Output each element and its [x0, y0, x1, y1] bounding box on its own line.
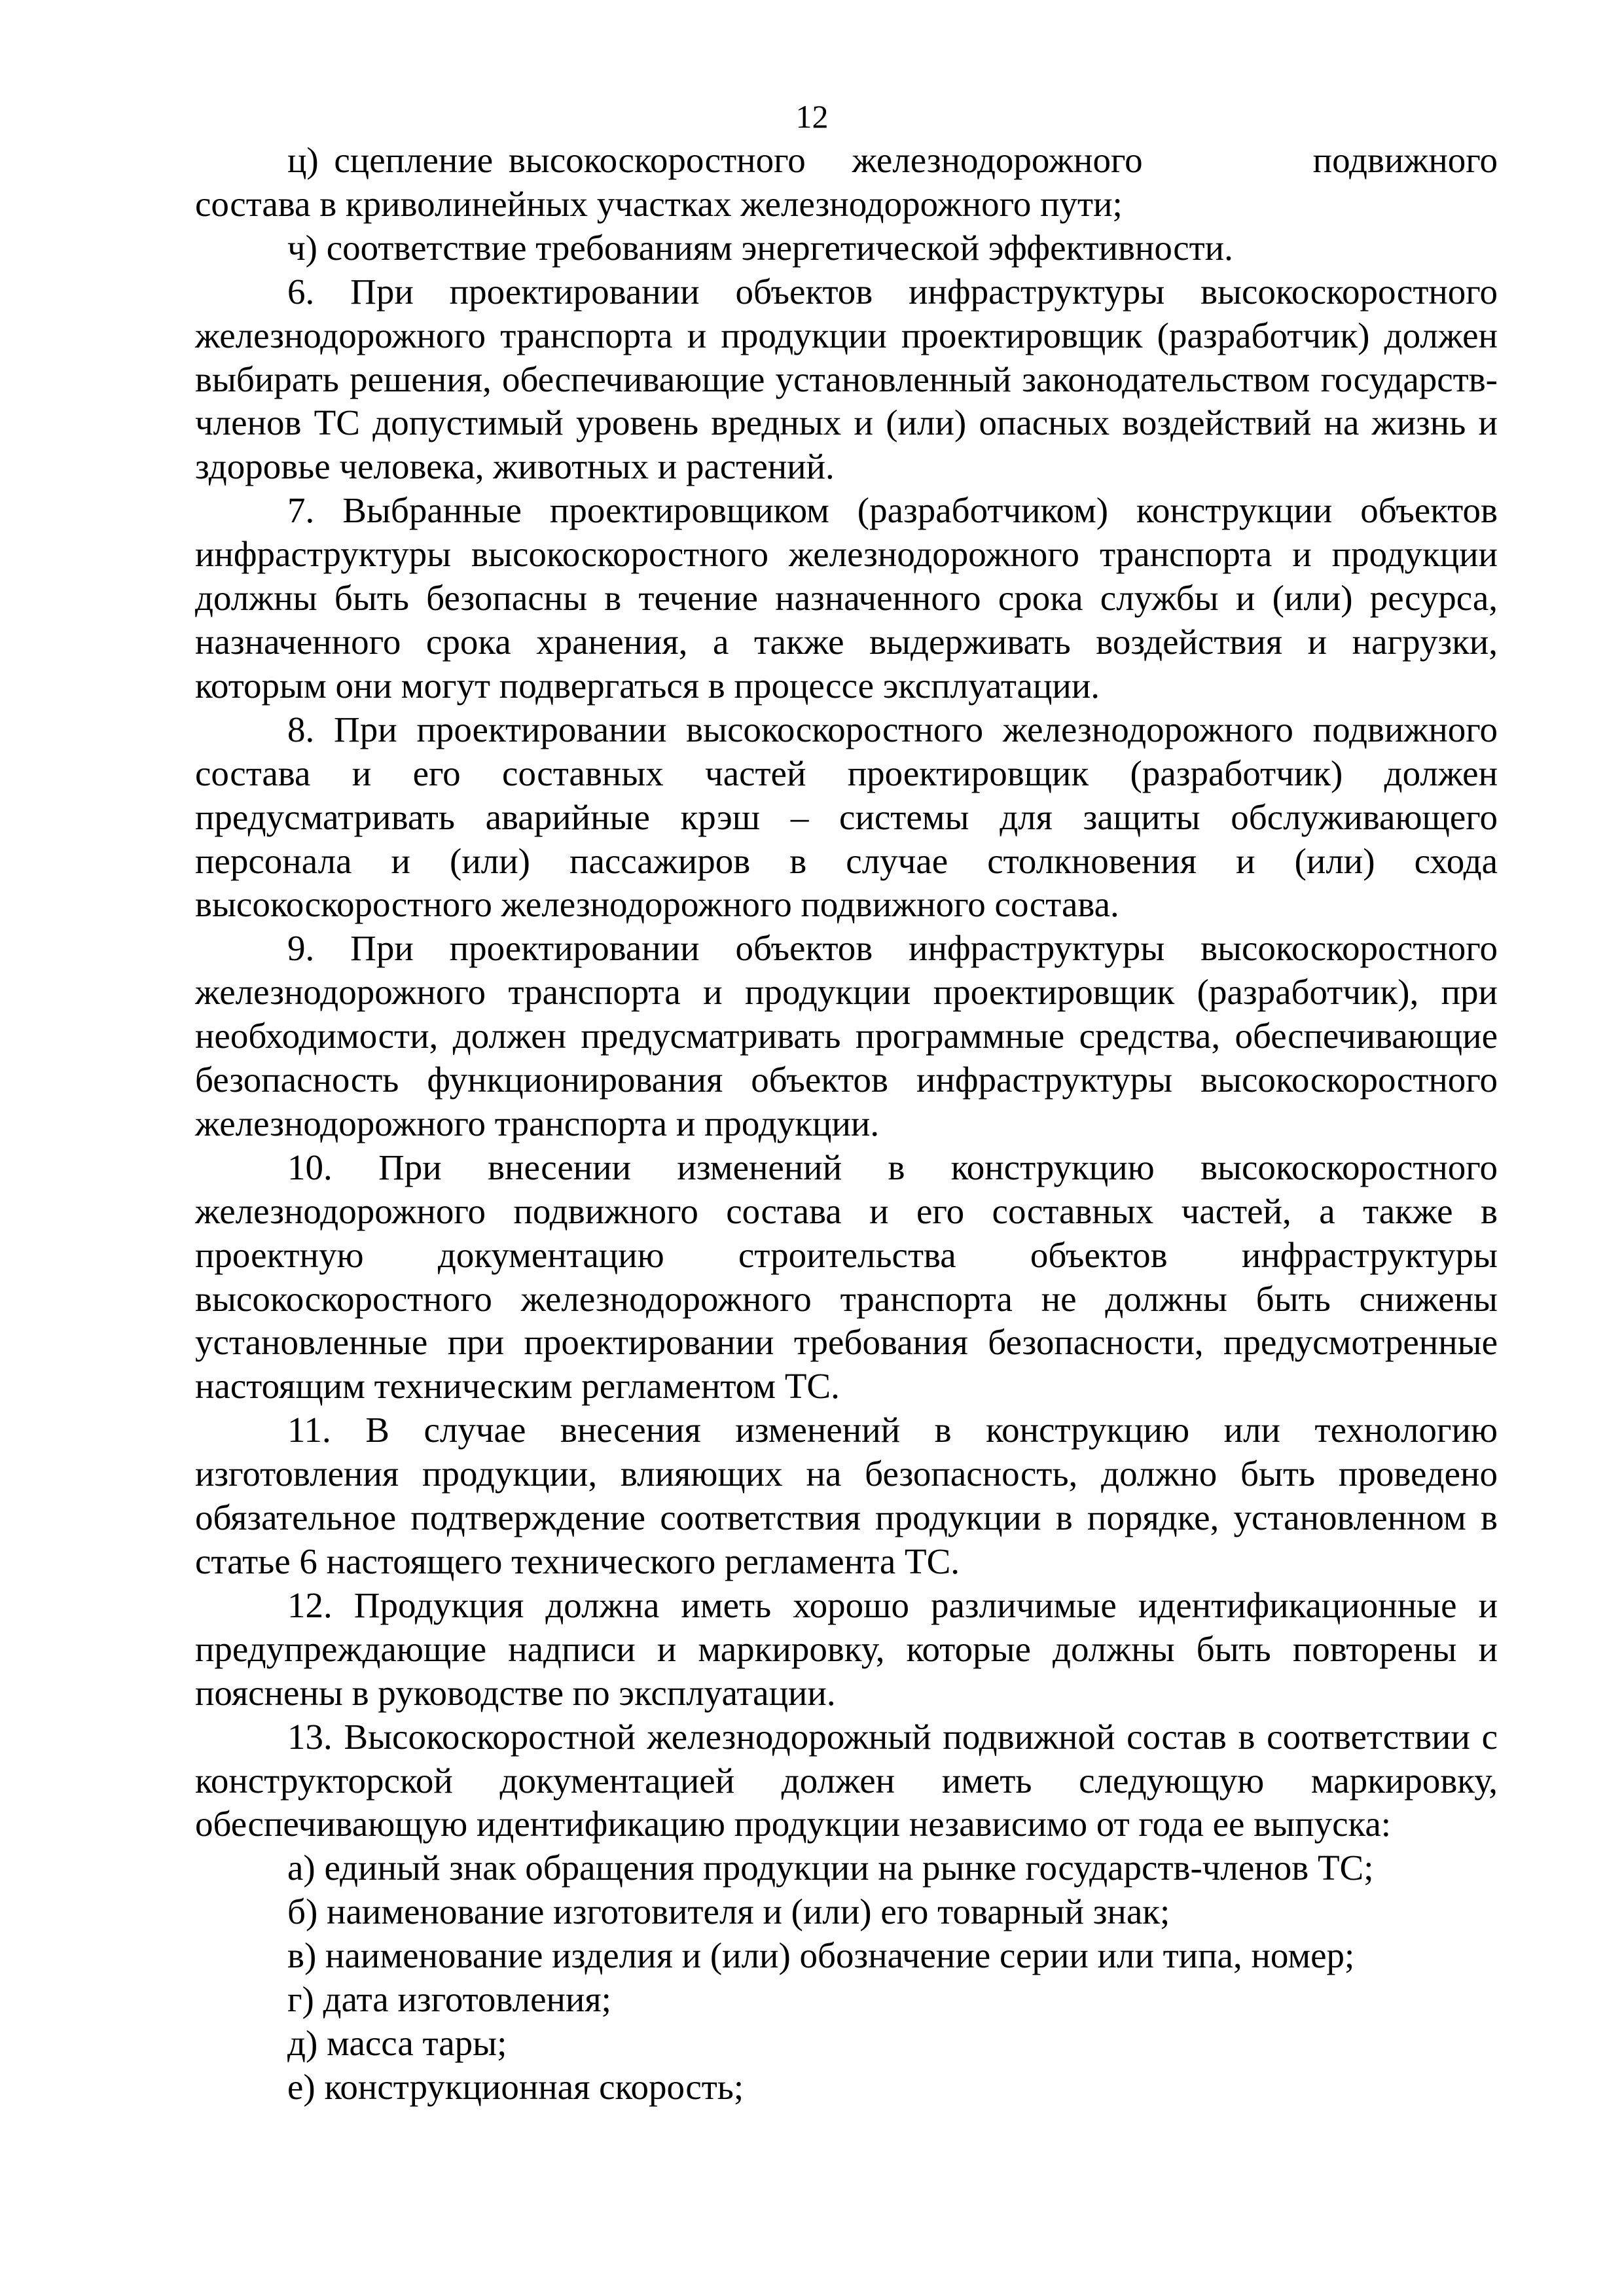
paragraph-7: 7. Выбранные проектировщиком (разработчиком) конструкции объектов инфраструктуры высокоскоростного железнодорожного транспорта и продукции должны быть безопасны в течение назначенного срока службы и (или) ресурса, назначенного срока хранения, а также выдерживать воздействия и нагрузки, которым они могут подвергаться в процессе эксплуатации.: [195, 490, 1498, 706]
paragraph-10: 10. При внесении изменений в конструкцию высокоскоростного железнодорожного подвижного состава и его составных частей, а также в проектную документацию строительства объектов инфраструктуры высокоскоростного железнодорожного транспорта не должны быть снижены установленные при проектировании требования безопасности, предусмотренные настоящим техническим регламентом ТС.: [195, 1147, 1498, 1407]
paragraph-9: 9. При проектировании объектов инфраструктуры высокоскоростного железнодорожного транспорта и продукции проектировщик (разработчик), при необходимости, должен предусматривать программные средства, обеспечивающие безопасность функционирования объектов инфраструктуры высокоскоростного железнодорожного транспорта и продукции.: [195, 928, 1498, 1143]
list-item-d: д) масса тары;: [287, 2022, 507, 2063]
document-body: [195, 139, 1507, 2109]
paragraph-clause-ch: ч) соответствие требованиям энергетической эффективности.: [287, 227, 1233, 268]
list-item-g: г) дата изготовления;: [287, 1979, 611, 2020]
paragraph-6: 6. При проектировании объектов инфраструктуры высокоскоростного железнодорожного транспорта и продукции проектировщик (разработчик) должен выбирать решения, обеспечивающие установленный законодательством государств-членов ТС допустимый уровень вредных и (или) опасных воздействий на жизнь и здоровье человека, животных и растений.: [195, 271, 1498, 487]
paragraph-11: 11. В случае внесения изменений в конструкцию или технологию изготовления продукции, влияющих на безопасность, должно быть проведено обязательное подтверждение соответствия продукции в порядке, установленном в статье 6 настоящего технического регламента ТС.: [195, 1410, 1498, 1581]
paragraph-8: 8. При проектировании высокоскоростного железнодорожного подвижного состава и его составных частей проектировщик (разработчик) должен предусматривать аварийные крэш – системы для защиты обслуживающего персонала и (или) пассажиров в случае столкновения и (или) схода высокоскоростного железнодорожного подвижного состава.: [195, 709, 1498, 925]
list-item-b: б) наименование изготовителя и (или) его товарный знак;: [287, 1892, 1170, 1932]
paragraph-13: 13. Высокоскоростной железнодорожный подвижной состав в соответствии с конструкторской документацией должен иметь следующую маркировку, обеспечивающую идентификацию продукции независимо от года ее выпуска:: [195, 1716, 1498, 1844]
list-item-v: в) наименование изделия и (или) обозначение серии или типа, номер;: [287, 1935, 1355, 1976]
paragraph-12: 12. Продукция должна иметь хорошо различимые идентификационные и предупреждающие надписи и маркировку, которые должны быть повторены и пояснены в руководстве по эксплуатации.: [195, 1585, 1498, 1713]
paragraph-clause-ts: ц) сцепление высокоскоростного железнодорожного подвижного состава в криволинейных участках железнодорожного пути;: [195, 140, 1507, 224]
list-item-e: е) конструкционная скорость;: [287, 2066, 744, 2107]
list-item-a: а) единый знак обращения продукции на рынке государств-членов ТС;: [287, 1848, 1374, 1888]
page-number: 12: [795, 98, 829, 135]
